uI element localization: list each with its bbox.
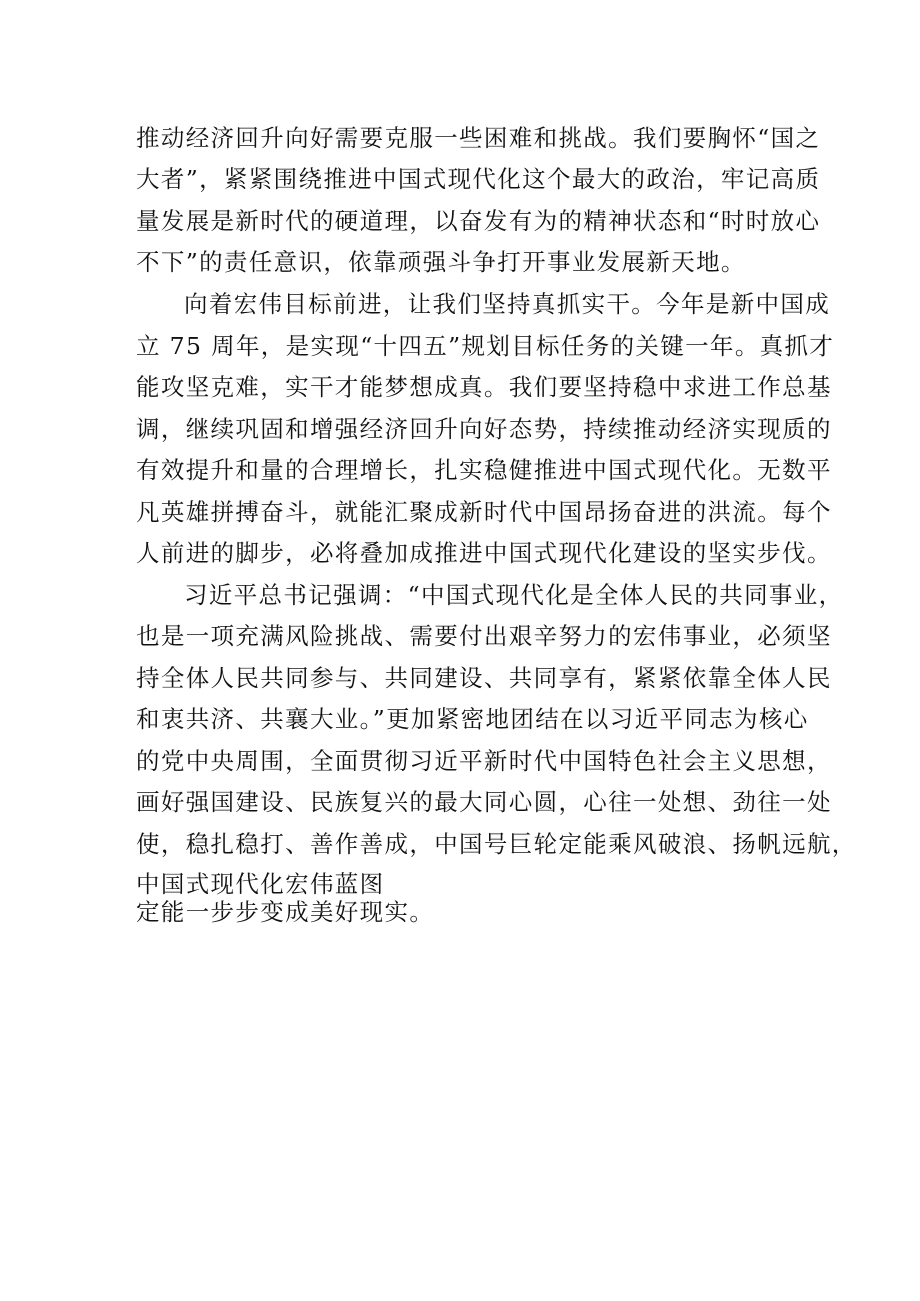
- paragraph-2-line-3: 能攻坚克难，实干才能梦想成真。我们要坚持稳中求进工作总基: [136, 373, 832, 401]
- paragraph-2-line-5: 有效提升和量的合理增长，扎实稳健推进中国式现代化。无数平: [136, 456, 832, 484]
- paragraph-3-line-7: 使，稳扎稳打、善作善成，中国号巨轮定能乘风破浪、扬帆远航，: [136, 830, 857, 858]
- paragraph-3-line-1: 习近平总书记强调：“中国式现代化是全体人民的共同事业，: [184, 581, 844, 609]
- paragraph-1-line-1: 推动经济回升向好需要克服一些困难和挑战。我们要胸怀“国之: [136, 124, 821, 152]
- paragraph-2-line-6: 凡英雄拼搏奋斗，就能汇聚成新时代中国昂扬奋进的洪流。每个: [136, 498, 832, 526]
- paragraph-2-line-1: 向着宏伟目标前进，让我们坚持真抓实干。今年是新中国成: [184, 290, 831, 318]
- paragraph-1-line-4: 不下”的责任意识，依靠顽强斗争打开事业发展新天地。: [136, 248, 746, 276]
- paragraph-3-line-9: 定能一步步变成美好现实。: [136, 898, 435, 926]
- paragraph-3-line-5: 的党中央周围，全面贯彻习近平新时代中国特色社会主义思想，: [136, 747, 832, 775]
- paragraph-3-line-4: 和衷共济、共襄大业。”更加紧密地团结在以习近平同志为核心: [136, 705, 809, 733]
- paragraph-1-line-2: 大者”，紧紧围绕推进中国式现代化这个最大的政治，牢记高质: [136, 165, 821, 193]
- paragraph-2-line-4: 调，继续巩固和增强经济回升向好态势，持续推动经济实现质的: [136, 415, 832, 443]
- paragraph-3-line-8: 中国式现代化宏伟蓝图: [136, 870, 385, 898]
- paragraph-2-line-2: 立 75 周年，是实现“十四五”规划目标任务的关键一年。真抓才: [136, 332, 835, 360]
- paragraph-2-line-7: 人前进的脚步，必将叠加成推进中国式现代化建设的坚实步伐。: [136, 539, 832, 567]
- paragraph-3-line-6: 画好强国建设、民族复兴的最大同心圆，心往一处想、劲往一处: [136, 788, 832, 816]
- paragraph-3-line-2: 也是一项充满风险挑战、需要付出艰辛努力的宏伟事业，必须坚: [136, 622, 832, 650]
- paragraph-1-line-3: 量发展是新时代的硬道理，以奋发有为的精神状态和“时时放心: [136, 207, 821, 235]
- paragraph-3-line-3: 持全体人民共同参与、共同建设、共同享有，紧紧依靠全体人民: [136, 664, 832, 692]
